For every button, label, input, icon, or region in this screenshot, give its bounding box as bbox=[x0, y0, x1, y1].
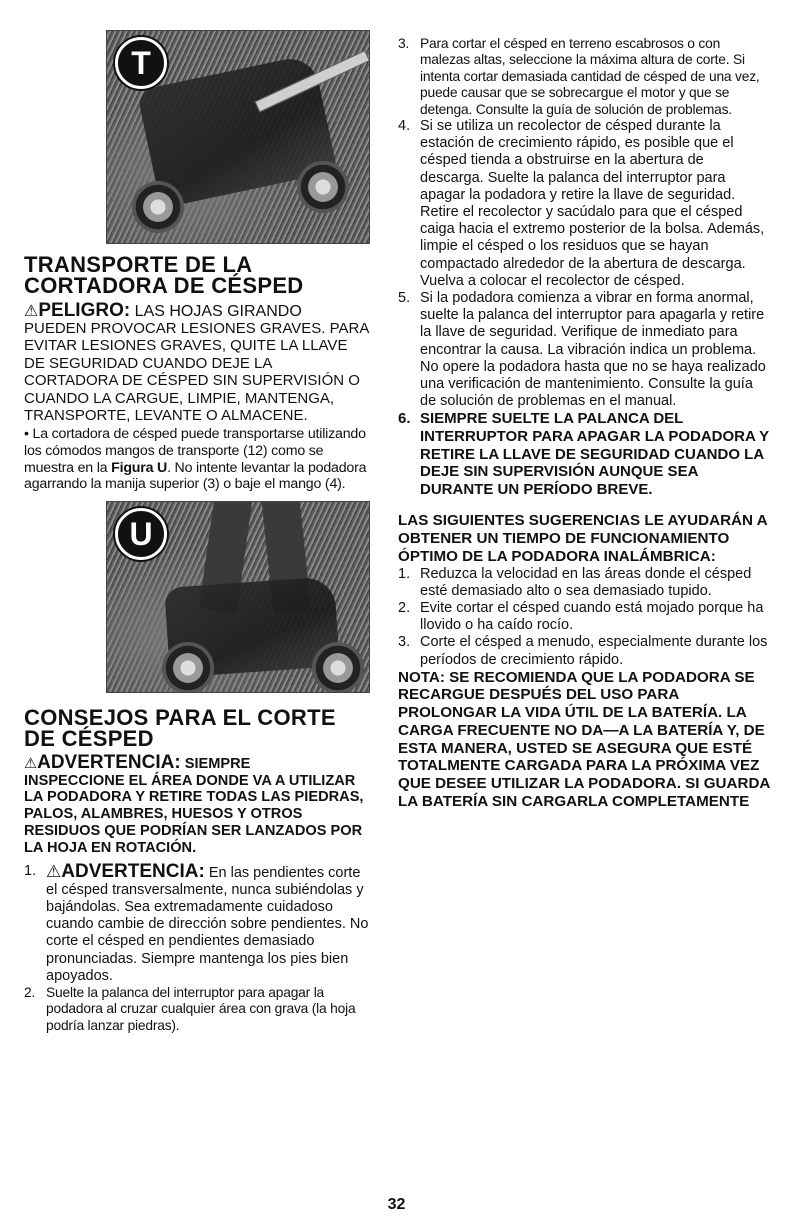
danger-notice: ⚠PELIGRO: LAS HOJAS GIRANDO bbox=[24, 300, 302, 321]
list-item: 5. Si la podadora comienza a vibrar en forma anormal, suelte la palanca del interruptor para apagarla y retire la llave de seguridad. Verifique de inmediato para encontrar la causa. La vibración indica un problema. No opere la podadora hasta que no se haya realizado una verificación de mantenimiento. Consulte la guía de solución de problemas en el manual. bbox=[398, 290, 766, 410]
tips-heading: CONSEJOS PARA EL CORTE DE CÉSPED bbox=[24, 704, 336, 751]
list-item: 3. Corte el césped a menudo, especialmente durante los períodos de crecimiento rápido. bbox=[398, 634, 768, 668]
list-item: 6. SIEMPRE SUELTE LA PALANCA DEL INTERRUPTOR PARA APAGAR LA PODADORA Y RETIRE LA LLAVE DE SEGURIDAD CUANDO LA DEJE SIN SUPERVISIÓN AUNQUE SEA DURANTE UN PERÍODO BREVE. bbox=[398, 410, 769, 498]
figure-t-photo bbox=[106, 30, 370, 244]
warning-triangle-icon: ⚠ bbox=[24, 303, 39, 320]
list-item: 4. Si se utiliza un recolector de césped durante la estación de crecimiento rápido, es posible que el césped tienda a obstruirse en la abertura de descarga. Suelte la palanca del interruptor para apagar la podadora y retire la llave de seguridad. Retire el recolector y sacúdalo para que el césped caiga hacia el extremo posterior de la bolsa. Además, limpie el césped o los residuos que se hayan compactado alrededor de la abertura de descarga. Vuelva a colocar el recolector de césped. bbox=[398, 118, 765, 289]
wheel-image bbox=[312, 642, 364, 693]
wheel-image bbox=[162, 642, 214, 693]
list-item: 1. ⚠ADVERTENCIA: En las pendientes corte el césped transversalmente, nunca subiéndolas y bajándolas. Sea extremadamente cuidadoso cuando cambie de dirección sobre pendientes. No corte el césped en pendientes demasiado pronunciadas. Siempre mantenga los pies bien apoyados. bbox=[24, 860, 369, 984]
figure-t-badge: T bbox=[115, 37, 167, 89]
wheel-image bbox=[297, 161, 349, 213]
warning-label: ADVERTENCIA: bbox=[61, 860, 205, 882]
figure-u-badge: U bbox=[115, 508, 167, 560]
list-item: 2. Evite cortar el césped cuando está mojado porque ha llovido o ha caído rocío. bbox=[398, 599, 764, 634]
right-column bbox=[398, 36, 770, 810]
list-item: 1. Reduzca la velocidad en las áreas donde el césped esté demasiado alto o sea demasiado tupido. bbox=[398, 565, 752, 599]
warning-label: ADVERTENCIA: bbox=[37, 751, 181, 773]
warning-triangle-icon: ⚠ bbox=[24, 755, 38, 772]
figure-u-photo bbox=[106, 501, 370, 693]
danger-text: PUEDEN PROVOCAR LESIONES GRAVES. PARA EVITAR LESIONES GRAVES, QUITE LA LLAVE DE SEGURIDAD CUANDO DEJE LA CORTADORA DE CÉSPED SIN SUPERVISIÓN O CUANDO LA CARGUE, LIMPIE, MANTENGA, TRANSPORTE, LEVANTE O ALMACENE. bbox=[24, 320, 369, 425]
danger-label: PELIGRO: bbox=[38, 300, 131, 321]
left-column bbox=[24, 30, 369, 1034]
tips-list bbox=[24, 860, 369, 1035]
list-item: 3. Para cortar el césped en terreno escabrosos o con malezas altas, seleccione la máxima altura de corte. Si intenta cortar demasiada cantidad de césped de una vez, puede causar que se sobrecargue el motor y que se detenga. Consulte la guía de solución de problemas. bbox=[398, 36, 760, 117]
page-number: 32 bbox=[387, 1196, 406, 1213]
list-item: 2. Suelte la palanca del interruptor para apagar la podadora al cruzar cualquier área con grava (la hoja podría lanzar piedras). bbox=[24, 985, 356, 1033]
battery-note: NOTA: SE RECOMIENDA QUE LA PODADORA SE RECARGUE DESPUÉS DEL USO PARA PROLONGAR LA VIDA ÚTIL DE LA BATERÍA. LA CARGA FRECUENTE NO DA—A LA BATERÍA Y, DE ESTA MANERA, USTED SE ASEGURA QUE ESTÉ TOTALMENTE CARGADA PARA LA PRÓXIMA VEZ QUE DESEE UTILIZAR LA PODADORA. SI GUARDA LA BATERÍA SIN CARGARLA COMPLETAMENTE bbox=[398, 668, 770, 810]
warning-triangle-icon: ⚠ bbox=[46, 861, 62, 881]
warning-notice: ⚠ADVERTENCIA: SIEMPRE bbox=[24, 751, 251, 773]
suggestions-heading: LAS SIGUIENTES SUGERENCIAS LE AYUDARÁN A OBTENER UN TIEMPO DE FUNCIONAMIENTO ÓPTIMO DE LA PODADORA INALÁMBRICA: bbox=[398, 512, 768, 565]
suggestions-list bbox=[398, 566, 770, 669]
wheel-image bbox=[132, 181, 184, 233]
tips-list-continued bbox=[398, 36, 770, 498]
warning-text: INSPECCIONE EL ÁREA DONDE VA A UTILIZAR LA PODADORA Y RETIRE TODAS LAS PIEDRAS, PALOS, ALAMBRES, HUESOS Y OTROS RESIDUOS QUE PODRÍAN SER LANZADOS POR LA HOJA EN ROTACIÓN. bbox=[24, 772, 364, 856]
transport-heading: TRANSPORTE DE LA CORTADORA DE CÉSPED bbox=[24, 252, 304, 298]
transport-bullet: • La cortadora de césped puede transportarse utilizando los cómodos mangos de transporte (12) como se muestra en la Figura U. No intente levantar la podadora agarrando la manija superior (3) o baje el mango (4). bbox=[24, 426, 367, 493]
